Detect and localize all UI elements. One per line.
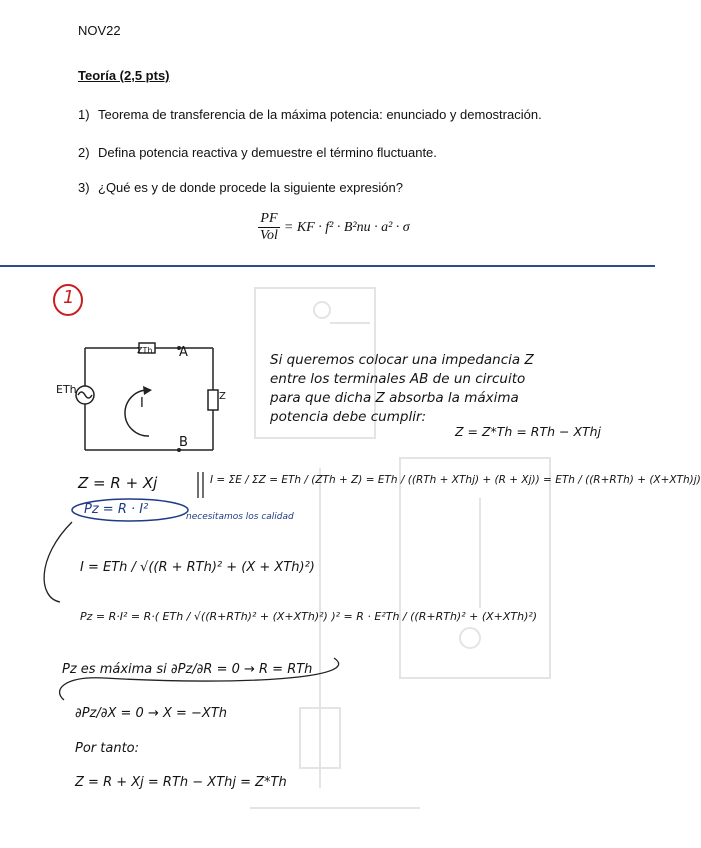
exam-code: NOV22 [78,23,121,38]
question-text: Defina potencia reactiva y demuestre el término fluctuante. [98,145,437,160]
current-magnitude-equation: I = ETh / √((R + RTh)² + (X + XTh)²) [80,560,315,575]
question-number: 1) [78,107,90,122]
question-number: 2) [78,145,90,160]
question-2 [78,145,437,160]
question-text: Teorema de transferencia de la máxima potencia: enunciado y demostración. [98,107,542,122]
statement-line: Si queremos colocar una impedancia Z [270,352,534,368]
question-1 [78,107,542,122]
section-divider [0,265,655,267]
conclusion-label: Por tanto: [75,741,140,756]
node-b-label: B [179,435,188,450]
max-power-condition: Z = Z*Th = RTh − XThj [455,424,602,439]
statement-line: potencia debe cumplir: [270,409,427,425]
question-number: 3) [78,180,90,195]
typed-section [0,0,655,265]
answer-number: 1 [63,287,75,308]
margin-note: necesitamos los calidad [186,512,294,522]
loss-formula [258,211,410,244]
current-label: I [140,396,144,411]
maximum-condition-r: Pz es máxima si ∂Pz/∂R = 0 → R = RTh [62,662,313,677]
formula-numerator: PF [260,211,278,226]
formula-fraction [258,211,280,244]
statement-line: para que dicha Z absorba la máxima [270,390,519,406]
node-a-label: A [179,345,188,360]
power-full-equation: Pz = R·I² = R·( ETh / √((R+RTh)² + (X+XTh)²) )² = R · E²Th / ((R+RTh)² + (X+XTh)²) [80,610,538,623]
power-equation: Pz = R · I² [84,502,149,517]
maximum-condition-x: ∂Pz/∂X = 0 → X = −XTh [75,706,228,721]
formula-denominator: Vol [260,228,278,243]
question-text: ¿Qué es y de donde procede la siguiente expresión? [98,180,403,195]
statement-line: entre los terminales AB de un circuito [270,371,526,387]
final-result: Z = R + Xj = RTh − XThj = Z*Th [75,775,287,790]
zth-label: ZTh [137,346,153,355]
impedance-equation: Z = R + Xj [78,474,158,492]
formula-rhs: = KF · f² · B²nu · a² · σ [283,219,410,235]
current-phasor-equation: I = ΣE / ΣZ = ETh / (ZTh + Z) = ETh / ((RTh + XThj) + (R + Xj)) = ETh / ((R+RTh) + (X+XTh)j) [210,474,701,486]
load-label: Z [219,391,226,402]
question-3 [78,180,403,195]
source-label: ETh [56,383,77,396]
section-title: Teoría (2,5 pts) [78,68,170,83]
